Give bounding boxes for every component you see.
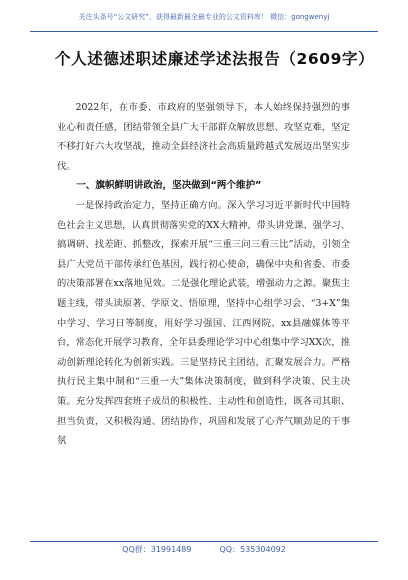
footer (0, 544, 408, 556)
document-body (57, 98, 350, 451)
header-divider (30, 31, 378, 32)
header-banner: 关注头条号“公文研究”，获得最新最全最专业的公文资料库！ 微信：gongwenyj (78, 13, 330, 21)
footer-qq-contact: QQ：535304092 (219, 545, 286, 554)
intro-paragraph: 2022年，在市委、市政府的坚强领导下，本人始终保持强烈的事业心和责任感，团结带领全县广大干部群众解放思想、攻坚克难，坚定不移打好六大攻坚战，推动全县经济社会高质量跨越式发展迈出坚实步伐。 (57, 102, 350, 172)
section-heading: 一、旗帜鲜明讲政治，坚决做到“两个维护” (76, 180, 262, 192)
document-title: 个人述德述职述廉述学述法报告（2609字） (55, 50, 375, 68)
footer-divider (30, 541, 378, 542)
section-paragraph: 一是保持政治定力，坚持正确方向。深入学习习近平新时代中国特色社会主义思想，认真贯彻落实党的XX大精神，带头讲党课、强学习、搞调研、找差距、抓整改，探索开展“三重三问三看三比”活动，引领全县广大党员干部传承红色基因，践行初心使命，确保中央和省委、市委的决策部署在xx落地见效。二是强化理论武装，增强动力之源。聚焦主题主线，带头读原著、学原文、悟原理，坚持中心组学习会、“3+X”集中学习、学习日等制度，用好学习强国、江西网院、xx县融媒体等平台，常态化开展学习教育，全年县委理论学习中心组集中学习XX次，推动创新理论转化为创新实践。三是坚持民主团结，汇聚发展合力。严格执行民主集中制和“三重一大”集体决策制度，做到科学决策、民主决策。充分发挥四套班子成员的积极性、主动性和创造性，既各司其职、担当负责，又积极沟通、团结协作，巩固和发展了心齐气顺劲足的干事氛 (57, 199, 350, 447)
footer-qq-group: QQ群：31991489 (122, 545, 192, 554)
